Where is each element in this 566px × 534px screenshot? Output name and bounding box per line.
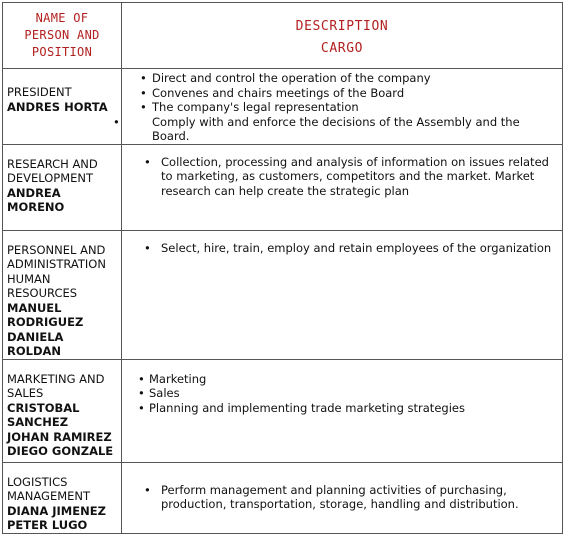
position-text: SALES (7, 386, 44, 400)
list-item: • Comply with and enforce the decisions of the Assembly and the Board. (125, 115, 558, 144)
person-name: ANDRES HORTA (7, 99, 108, 114)
person-name: MORENO (7, 200, 65, 214)
person-name: JOHAN RAMIREZ (7, 429, 112, 444)
list-item: • Perform management and planning activities of purchasing, production, transportation, storage, handling and distribution. (161, 483, 556, 512)
person-cell (3, 462, 122, 533)
description-cell (122, 230, 563, 359)
position-text: MANAGEMENT (7, 489, 91, 503)
list-item: • Convenes and chairs meetings of the Board (152, 86, 558, 101)
header-line: DESCRIPTION (295, 18, 389, 34)
list-item: • The company's legal representation (152, 100, 558, 115)
description-list (122, 69, 562, 144)
list-item: • Direct and control the operation of the company (152, 71, 558, 86)
org-roles-table (2, 2, 563, 534)
description-list (122, 145, 562, 199)
table-row (3, 144, 563, 230)
header-line: NAME OF (35, 11, 89, 25)
table-row (3, 462, 563, 533)
table-row (3, 359, 563, 462)
header-row (3, 3, 563, 69)
position-text: DEVELOPMENT (7, 171, 94, 185)
description-cell (122, 359, 563, 462)
person-cell (3, 230, 122, 359)
position-text: ADMINISTRATION (7, 257, 106, 271)
person-name: DIANA JIMENEZ (7, 503, 106, 518)
description-cell (122, 69, 563, 145)
description-cell (122, 462, 563, 533)
position-text: RESEARCH AND (7, 156, 98, 171)
person-name: SANCHEZ (7, 415, 69, 429)
table-row (3, 230, 563, 359)
description-list (122, 463, 562, 512)
person-name: DANIELA (7, 329, 64, 344)
position-text: PRESIDENT (7, 85, 72, 99)
list-item: • Marketing (149, 372, 556, 387)
person-name: ANDREA (7, 185, 61, 200)
list-item: • Sales (149, 386, 556, 401)
person-name: RODRIGUEZ (7, 315, 84, 329)
person-cell (3, 359, 122, 462)
description-cell (122, 144, 563, 230)
person-name: PETER LUGO (7, 518, 88, 532)
position-text: HUMAN (7, 271, 51, 286)
header-description (122, 3, 563, 69)
position-text: LOGISTICS (7, 474, 68, 489)
person-cell (3, 69, 122, 145)
position-text: MARKETING AND (7, 371, 105, 386)
person-name: ROLDAN (7, 344, 62, 358)
description-list (122, 360, 562, 416)
description-list (122, 231, 562, 256)
list-item: • Collection, processing and analysis of information on issues related to marketing, as customers, competitors and the market. Market research can help create the strategic plan (161, 155, 556, 199)
list-item: • Planning and implementing trade marketing strategies (149, 401, 556, 416)
header-name-position (3, 3, 122, 69)
person-name: DIEGO GONZALE (7, 444, 114, 458)
table-row (3, 69, 563, 145)
header-line: POSITION (31, 45, 93, 59)
header-line: CARGO (320, 40, 364, 56)
position-text: PERSONNEL AND (7, 242, 106, 257)
list-item: • Select, hire, train, employ and retain employees of the organization (161, 241, 556, 256)
person-name: CRISTOBAL (7, 400, 80, 415)
person-name: MANUEL (7, 300, 62, 315)
position-text: RESOURCES (7, 286, 78, 300)
header-line: PERSON AND (24, 28, 100, 42)
person-cell (3, 144, 122, 230)
